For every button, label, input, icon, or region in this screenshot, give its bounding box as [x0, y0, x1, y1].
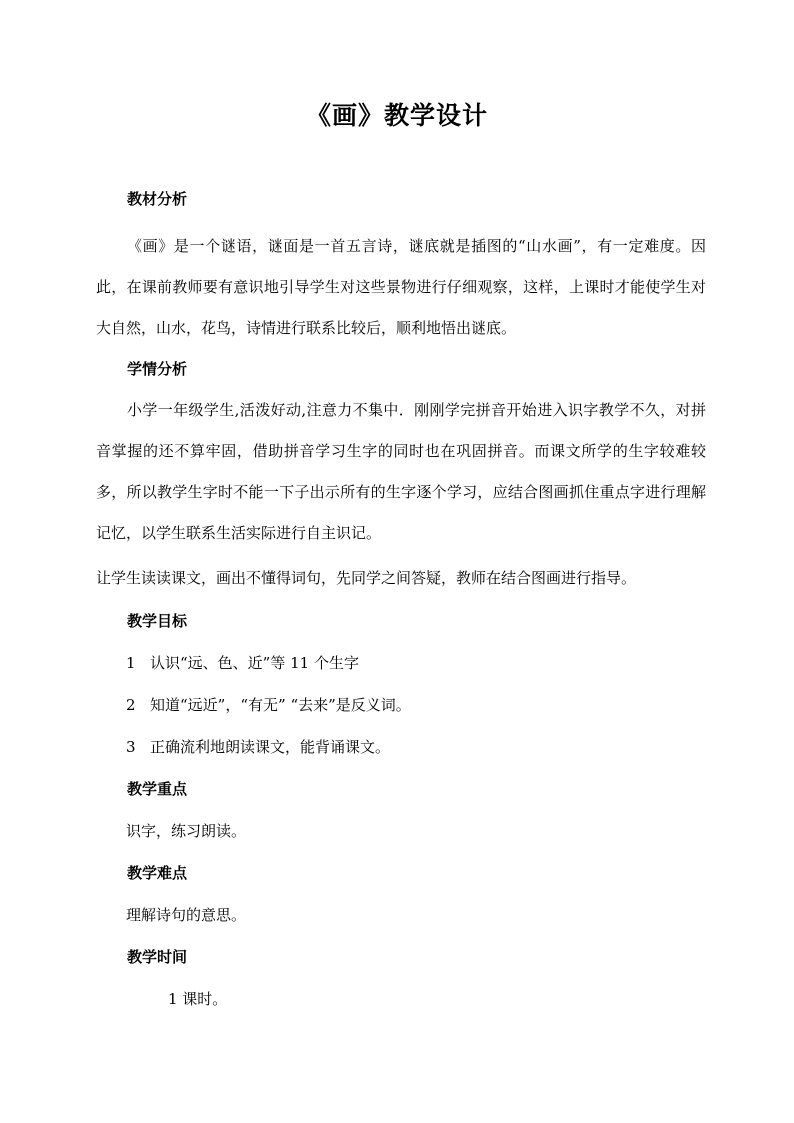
section-heading-students: 学情分析 [127, 360, 188, 378]
section-heading-difficulties: 教学难点 [127, 864, 188, 882]
students-paragraph: 小学一年级学生,活泼好动,注意力不集中．刚刚学完拼音开始进入识字教学不久，对拼音掌握的还不算牢固，借助拼音学习生字的同时也在巩固拼音。而课文所学的生字较难较多，所以教学生字时不能一下子出示所有的生字逐个学习，应结合图画抓住重点字进行理解记忆，以学生联系生活实际进行自主识记。 [96, 401, 706, 542]
goal-item-number: 3 [126, 738, 136, 756]
section-heading-time: 教学时间 [127, 948, 188, 966]
goal-item [126, 736, 390, 757]
goal-item [126, 694, 411, 715]
materials-paragraph: 《画》是一个谜语，谜面是一首五言诗，谜底就是插图的“山水画”，有一定难度。因此，在课前教师要有意识地引导学生对这些景物进行仔细观察，这样，上课时才能使学生对大自然，山水，花鸟，诗情进行联系比较后，顺利地悟出谜底。 [96, 237, 706, 337]
page-title: 《画》教学设计 [305, 101, 488, 130]
section-heading-key-points: 教学重点 [127, 780, 188, 798]
goal-item-text: 知道“远近”，“有无” “去来”是反义词。 [150, 696, 411, 714]
difficulties-text: 理解诗句的意思。 [126, 906, 247, 924]
goal-item-text: 认识“远、色、近”等 11 个生字 [150, 654, 359, 672]
section-heading-goals: 教学目标 [127, 612, 188, 630]
goal-item-number: 2 [126, 696, 136, 714]
key-points-text: 识字，练习朗读。 [126, 822, 247, 840]
students-extra-line: 让学生读读课文，画出不懂得词句，先同学之间答疑，教师在结合图画进行指导。 [96, 569, 637, 587]
goal-item-number: 1 [126, 654, 136, 672]
goal-item-text: 正确流利地朗读课文，能背诵课文。 [150, 738, 391, 756]
goal-item [126, 652, 359, 673]
section-heading-materials: 教材分析 [127, 190, 188, 208]
time-text: 1 课时。 [168, 990, 228, 1008]
